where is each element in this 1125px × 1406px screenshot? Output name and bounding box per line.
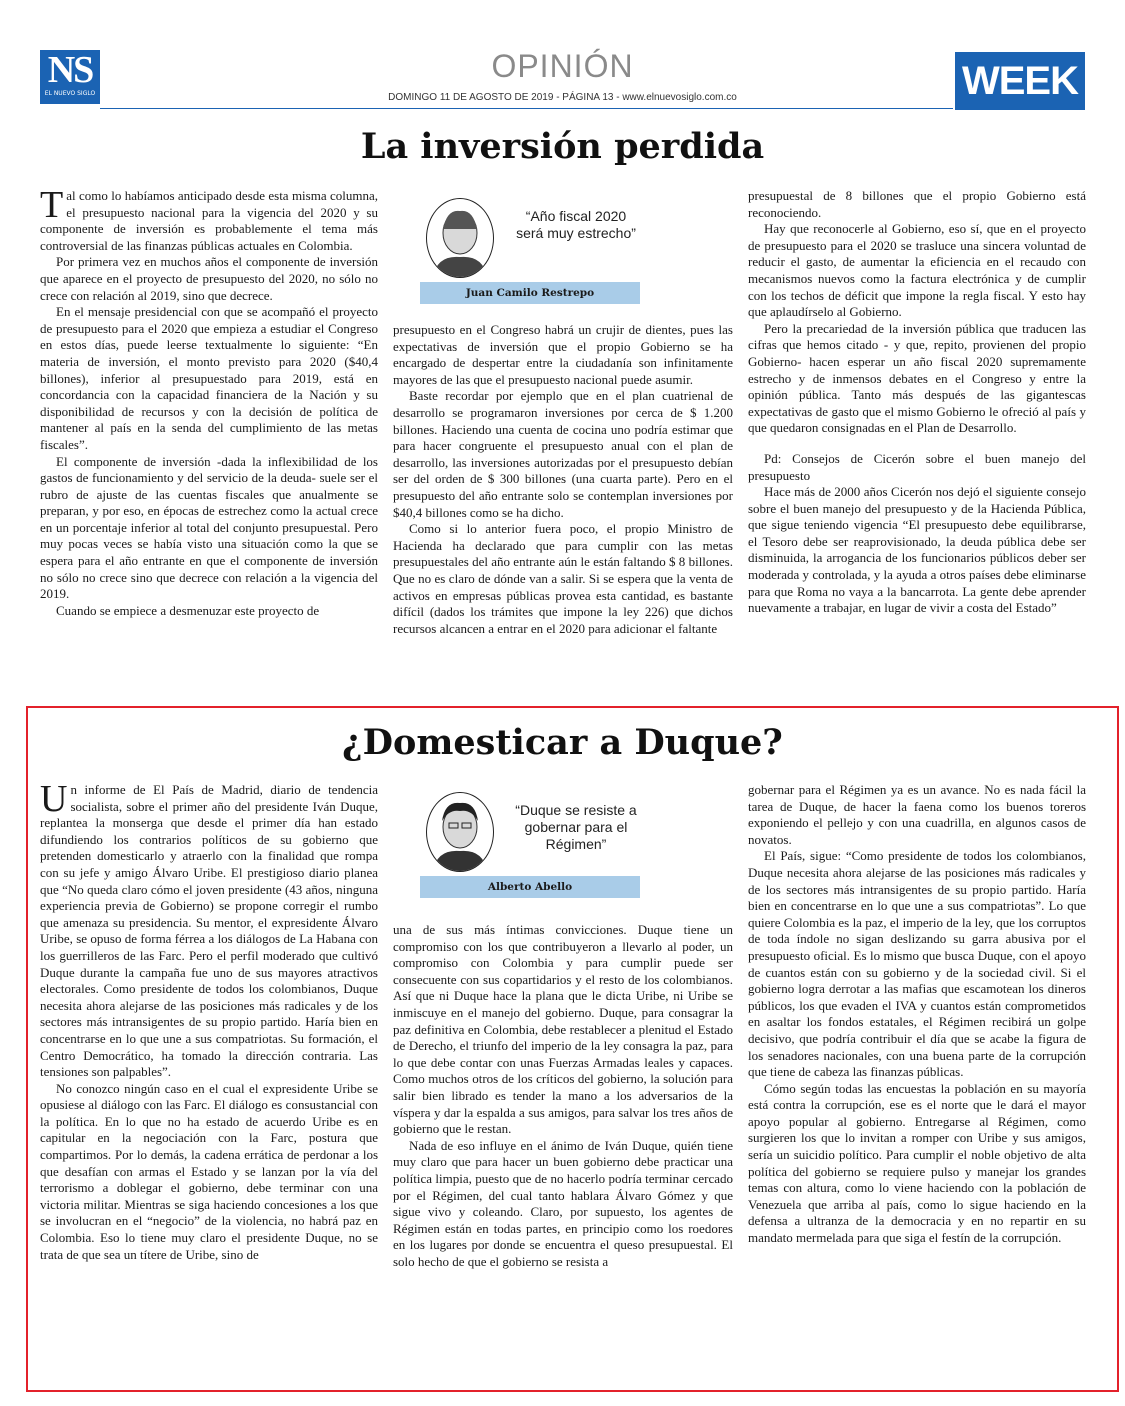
paragraph: Cuando se empiece a desmenuzar este proyecto de xyxy=(56,602,320,618)
paragraph: Cómo según todas las encuestas la población en su mayoría está contra la corrupción, ese es el norte que le dará el mayor apoyo popular al gobierno. Entregarse al Régimen, como surgieren los que lo invitan a romper con Uribe y sus amigos, sería un suicidio político. Para cumplir el noble objetivo de alta política del gobierno se requiere pulso y manejar los grandes temas con altura, como lo viene haciendo con la población de Venezuela que arriba al país, como lo sigue haciendo en la defensa a ultranza de la democracia y en no repartir en su mandato mermelada para que siga el festín de la corrupción. xyxy=(748,1080,1086,1246)
paragraph: Hace más de 2000 años Cicerón nos dejó el siguiente consejo sobre el buen manejo del presupuesto y de la Hacienda Pública, que sigue teniendo vigencia “El presupuesto debe equilibrarse, el Tesoro debe ser reaprovisionado, la deuda pública debe ser disminuida, la arrogancia de los funcionarios públicos deber ser moderada y controlada, y la ayuda a otros países debe eliminarse para que Roma no vaya a la bancarrota. La gente debe aprender nuevamente a trabajar, en lugar de vivir a costa del Estado” xyxy=(748,484,1086,616)
paragraph: Pero la precariedad de la inversión pública que traducen las cifras que hemos citado - y que, repito, provienen del propio Gobierno- hacen esperar un año fiscal 2020 supremamente estrecho y de inmensos debates en el Congreso y entre la opinión pública. Tanto más después de las gigantescas expectativas de gasto que el mismo Gobierno le ofreció al país y que quedaron consignadas en el Plan de Desarrollo. xyxy=(748,320,1086,436)
paragraph-spacer xyxy=(748,437,1086,451)
paragraph: Por primera vez en muchos años el componente de inversión que aparece en el proyecto de presupuesto del 2020, no sólo no crece con relación al 2019, sino que decrece. xyxy=(40,254,378,303)
week-badge: WEEK xyxy=(955,52,1085,110)
paragraph: Baste recordar por ejemplo que en el plan cuatrienal de desarrollo se programaron inversiones por cerca de $ 1.200 billones. Haciendo una cuenta de cocina uno podría estimar que para hacer congruente el presupuesto anual con el plan de desarrollo, las inversiones autorizadas por el presupuesto debían ser del orden de $ 300 billones (una cuarta parte). Pero en el presupuesto del año entrante solo se contemplan inversiones por $40,4 billones como se ha dicho. xyxy=(393,388,733,520)
section-title: OPINIÓN xyxy=(491,48,634,84)
header-rule xyxy=(100,108,953,109)
article-title: La inversión perdida xyxy=(360,126,765,167)
dateline: DOMINGO 11 DE AGOSTO DE 2019 - PÁGINA 13 - www.elnuevosiglo.com.co xyxy=(388,92,737,103)
author-portrait xyxy=(426,198,494,278)
paragraph: Hay que reconocerle al Gobierno, eso sí, que en el proyecto de presupuesto para el 2020 se trasluce una sincera voluntad de reducir el gasto, de aumentar la eficiencia en el recaudo con mecanismos nuevos como la factura electrónica y de cumplir con los techos de déficit que impone la regla fiscal. Y esto hay que aplaudírselo al Gobierno. xyxy=(748,221,1086,320)
logo-text: NS xyxy=(47,49,93,91)
article-column-1 xyxy=(40,778,378,1263)
author-name: Juan Camilo Restrepo xyxy=(420,282,640,304)
article-column-3 xyxy=(748,188,1086,617)
paragraph: una de sus más íntimas convicciones. Duque tiene un compromiso con los que contribuyeron a llevarlo al poder, un compromiso con Colombia y para cumplir puede ser consecuente con sus copartidarios y el resto de los colombianos. Así que ni Duque hace la plana que le dicta Uribe, ni Uribe se inmiscuye en el manejo del gobierno. Duque, para consagrar la paz definitiva en Colombia, debe restablecer a plenitud el Estado de Derecho, el triunfo del imperio de la ley consagra la paz, para lo que debe contar con unas Fuerzas Armadas leales y capaces. Como muchos otros de los críticos del gobierno, la solución para salir bien librado es tender la mano a los adversarios de la víspera y dar la espalda a sus amigos, para salvar los tres años de gobierno que le restan. xyxy=(393,922,733,1137)
paragraph: En el mensaje presidencial con que se acompañó el proyecto de presupuesto para el 2020 que empieza a estudiar el Congreso en estos días, puede leerse textualmente lo siguiente: “En materia de inversión, el monto previsto para 2020 ($40,4 billones), inferior al presupuestado para 2019, está en concordancia con la capacidad financiera de la Nación y su disponibilidad de recursos y con la decisión de política de mantener al país en la senda del cumplimiento de las metas fiscales”. xyxy=(40,304,378,452)
article-column-2 xyxy=(393,922,733,1270)
paragraph: Como si lo anterior fuera poco, el propio Ministro de Hacienda ha declarado que para cumplir con las metas presupuestales del año entrante aún le están faltando $ 8 billones. Que no es claro de dónde van a salir. Si se espera que la venta de activos en empresas públicas provea esta cantidad, es bastante difícil (dados los trámites que impone la ley 226) que dichos recursos alcancen a entrar en el 2020 para adicionar el faltante xyxy=(393,521,733,636)
paragraph: Nada de eso influye en el ánimo de Iván Duque, quién tiene muy claro que para hacer un buen gobierno debe practicar una política limpia, puesto que de no hacerlo podría terminar cercado por el Régimen, del cual tanto hablara Álvaro Gómez y que sigue vivo y coleando. Claro, por supuesto, los agentes de Régimen están en todas partes, en principio como los roedores en los lugares por donde se encuentra el queso presupuestal. El solo hecho de que el gobierno se resista a xyxy=(393,1137,733,1269)
paragraph: No conozco ningún caso en el cual el expresidente Uribe se opusiese al diálogo con las Farc. El diálogo es consustancial con la política. En lo que no ha estado de acuerdo Uribe es en capitular en la negociación con la Farc, postura que compartimos. Por lo demás, la cadena errática de perdonar a los que desafían con armas el Estado y se lanzan por la vía del terrorismo a doblegar el gobierno, debe terminar con una victoria militar. Mientras se siga haciendo concesiones a los que se involucran en el “negocio” de la violencia, no habrá paz en Colombia. Eso lo tiene muy claro el presidente Duque, no se trata de que sea un títere de Uribe, sino de xyxy=(40,1080,378,1262)
paragraph: presupuesto en el Congreso habrá un crujir de dientes, pues las expectativas de inversión que el propio Gobierno se ha encargado de despertar entre la ciudadanía son infinitamente mayores de las que el presupuesto nacional puede asumir. xyxy=(393,322,733,387)
paragraph: El componente de inversión -dada la inflexibilidad de los gastos de funcionamiento y del servicio de la deuda- suele ser el rubro de ajuste de las cuentas fiscales que anualmente se preparan, y por eso, en épocas de estrechez como la actual crece en un porcentaje inferior al total del conjunto presupuestal. Pero muy pocas veces se había visto una situación como la que se espera para el año entrante en que el componente de inversión no sólo no crece sino que decrece con relación a la vigencia del 2019. xyxy=(40,453,378,602)
author-name: Alberto Abello xyxy=(420,876,640,898)
author-portrait xyxy=(426,792,494,872)
logo-subtitle: EL NUEVO SIGLO xyxy=(44,90,96,97)
paragraph: Un informe de El País de Madrid, diario de tendencia socialista, sobre el primer año del presidente Iván Duque, replantea la monserga que desde el primer día han estado difundiendo los contrarios políticos de su gobierno que pretenden domesticarlo y atraerlo con la finalidad que rompa con su jefe y amigo Álvaro Uribe. El prestigioso diario planea que “No queda claro cómo el joven presidente (43 años, ninguna experiencia previa de Gobierno) se propone corregir el rumbo que amenaza su presidencia. Su mentor, el expresidente Álvaro Uribe, se opuso de forma férrea a los diálogos de La Habana con los guerrilleros de las Farc. Pero el perfil moderado que cultivó Duque durante la campaña fue uno de sus mayores atractivos electorales. Como presidente de todos los colombianos, Duque necesita ahora alejarse de las posiciones más radicales y de los sectores más intransigentes de su propio partido. Haría bien en concentrarse en lo que une a sus compatriotas. Su formación, el Centro Democrático, ha tomado la dirección contraria. Las tensiones son palpables”. xyxy=(40,778,378,1080)
paragraph: gobernar para el Régimen ya es un avance. No es nada fácil la tarea de Duque, de hacer la faena como los buenos toreros exponiendo el pellejo y con una cuadrilla, en algunos casos de novatos. xyxy=(748,782,1086,847)
paragraph: Tal como lo habíamos anticipado desde esta misma columna, el presupuesto nacional para la vigencia del 2020 y su componente de inversión es probablemente el tema más controversial de las finanzas públicas actuales en Colombia. xyxy=(40,184,378,253)
paragraph: El País, sigue: “Como presidente de todos los colombianos, Duque necesita ahora alejarse de las posiciones más radicales y de los sectores más intransigentes de su propio partido. Haría bien en concentrarse en lo que une a sus compatriotas”. Lo que quiere Colombia es la paz, el imperio de la ley, que los corruptos de toda índole no sigan deslizando su garra abusiva por el presupuesto oficial. Es lo mismo que busca Duque, con el apoyo de cuantos están con su gobierno y de la sociedad civil. Si el gobierno logra derrotar a las mafias que escamotean los dineros públicos, los que evaden el IVA y cuantos están comprometidos en asaltar los fondos estatales, el Régimen recibirá un golpe decisivo, que podría contribuir el día que se acabe la figura de los senadores nacionales, con una buena parte de la corrupción que tiene de cabeza las finanzas públicas. xyxy=(748,848,1086,1080)
pull-quote: “Año fiscal 2020 será muy estrecho” xyxy=(516,208,636,241)
author-box xyxy=(420,192,640,307)
article-column-2 xyxy=(393,322,733,637)
pull-quote: “Duque se resiste a gobernar para el Régimen” xyxy=(515,802,637,852)
paragraph: Pd: Consejos de Cicerón sobre el buen manejo del presupuesto xyxy=(748,450,1086,483)
article-title: ¿Domesticar a Duque? xyxy=(342,722,783,763)
drop-cap: U xyxy=(40,778,68,820)
drop-cap: T xyxy=(40,184,64,226)
author-box xyxy=(420,786,640,901)
article-column-1 xyxy=(40,184,378,619)
paragraph: presupuestal de 8 billones que el propio Gobierno está reconociendo. xyxy=(748,188,1086,220)
article-column-3 xyxy=(748,782,1086,1247)
